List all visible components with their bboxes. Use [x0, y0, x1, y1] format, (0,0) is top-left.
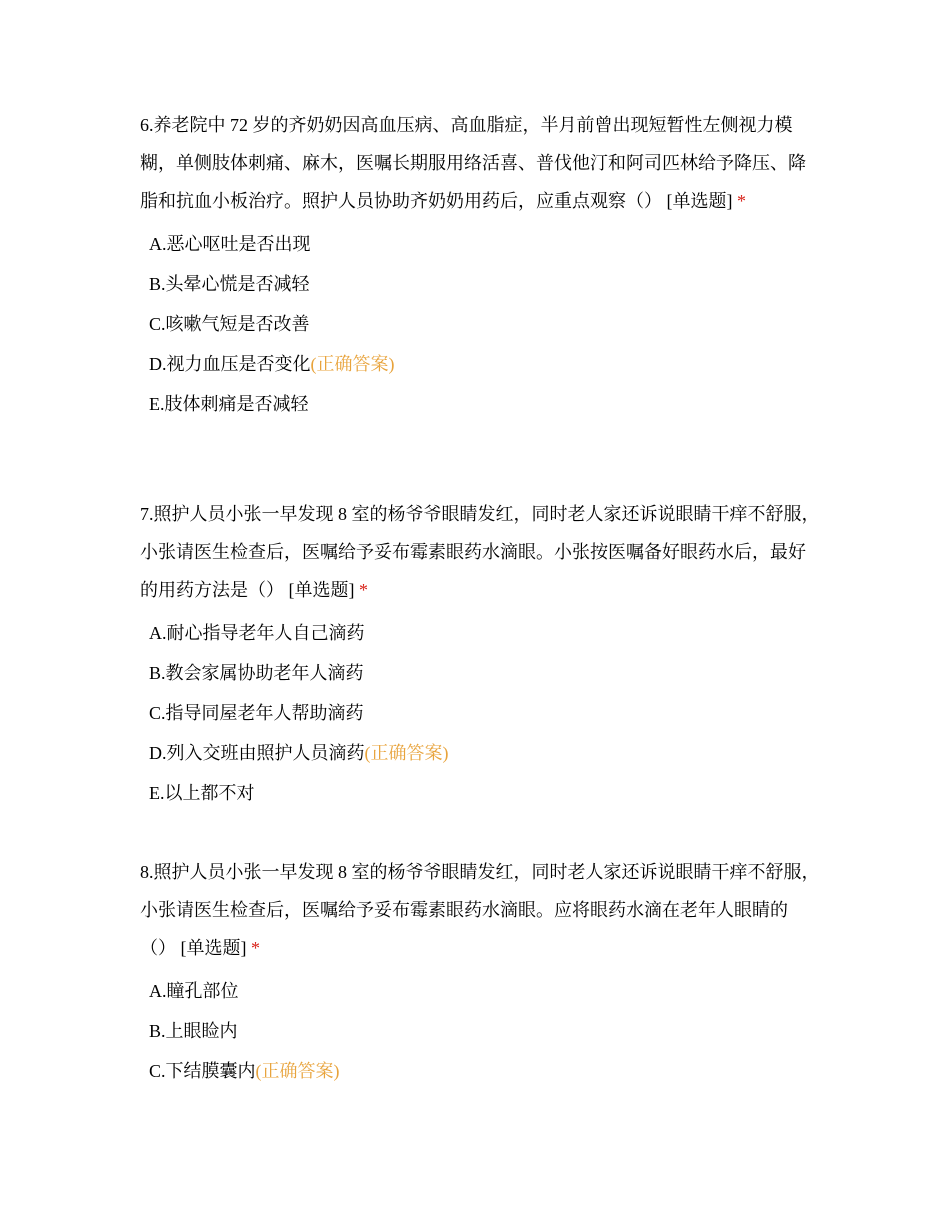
required-mark: *	[359, 580, 368, 600]
required-mark: *	[737, 191, 746, 211]
question-text	[140, 106, 820, 220]
option-c: C.指导同屋老年人帮助滴药	[149, 703, 364, 723]
required-mark: *	[251, 938, 260, 958]
option-b: B.上眼睑内	[149, 1021, 238, 1041]
option-d: D.列入交班由照护人员滴药(正确答案)	[149, 743, 449, 763]
option-c: C.咳嗽气短是否改善	[149, 314, 310, 334]
option-a: A.恶心呕吐是否出现	[149, 234, 311, 254]
question-stem: 8.照护人员小张一早发现 8 室的杨爷爷眼睛发红，同时老人家还诉说眼睛干痒不舒服，小张请医生检查后，医嘱给予妥布霉素眼药水滴眼。应将眼药水滴在老年人眼睛的（） [单选题]	[140, 862, 820, 958]
question-stem: 6.养老院中 72 岁的齐奶奶因高血压病、高血脂症，半月前曾出现短暂性左侧视力模糊，单侧肢体刺痛、麻木，医嘱长期服用络活喜、普伐他汀和阿司匹林给予降压、降脂和抗血小板治疗。照护人员协助齐奶奶用药后，应重点观察（） [单选题]	[140, 115, 806, 211]
correct-answer-mark: (正确答案)	[364, 743, 449, 763]
option-a: A.耐心指导老年人自己滴药	[149, 623, 365, 643]
option-b: B.头晕心慌是否减轻	[149, 274, 310, 294]
option-b: B.教会家属协助老年人滴药	[149, 663, 364, 683]
option-e: E.肢体刺痛是否减轻	[149, 394, 309, 414]
option-list	[140, 224, 820, 424]
question-7	[140, 495, 820, 813]
correct-answer-mark: (正确答案)	[255, 1061, 340, 1081]
option-c: C.下结膜囊内(正确答案)	[149, 1061, 340, 1081]
option-a: A.瞳孔部位	[149, 981, 239, 1001]
question-text	[140, 495, 820, 609]
question-8	[140, 853, 820, 1091]
option-list	[140, 971, 820, 1091]
question-stem: 7.照护人员小张一早发现 8 室的杨爷爷眼睛发红，同时老人家还诉说眼睛干痒不舒服，小张请医生检查后，医嘱给予妥布霉素眼药水滴眼。小张按医嘱备好眼药水后，最好的用药方法是（） [单选题]	[140, 504, 820, 600]
question-6	[140, 106, 820, 424]
correct-answer-mark: (正确答案)	[310, 354, 395, 374]
option-list	[140, 613, 820, 813]
option-e: E.以上都不对	[149, 783, 255, 803]
option-d: D.视力血压是否变化(正确答案)	[149, 354, 395, 374]
question-text	[140, 853, 820, 967]
